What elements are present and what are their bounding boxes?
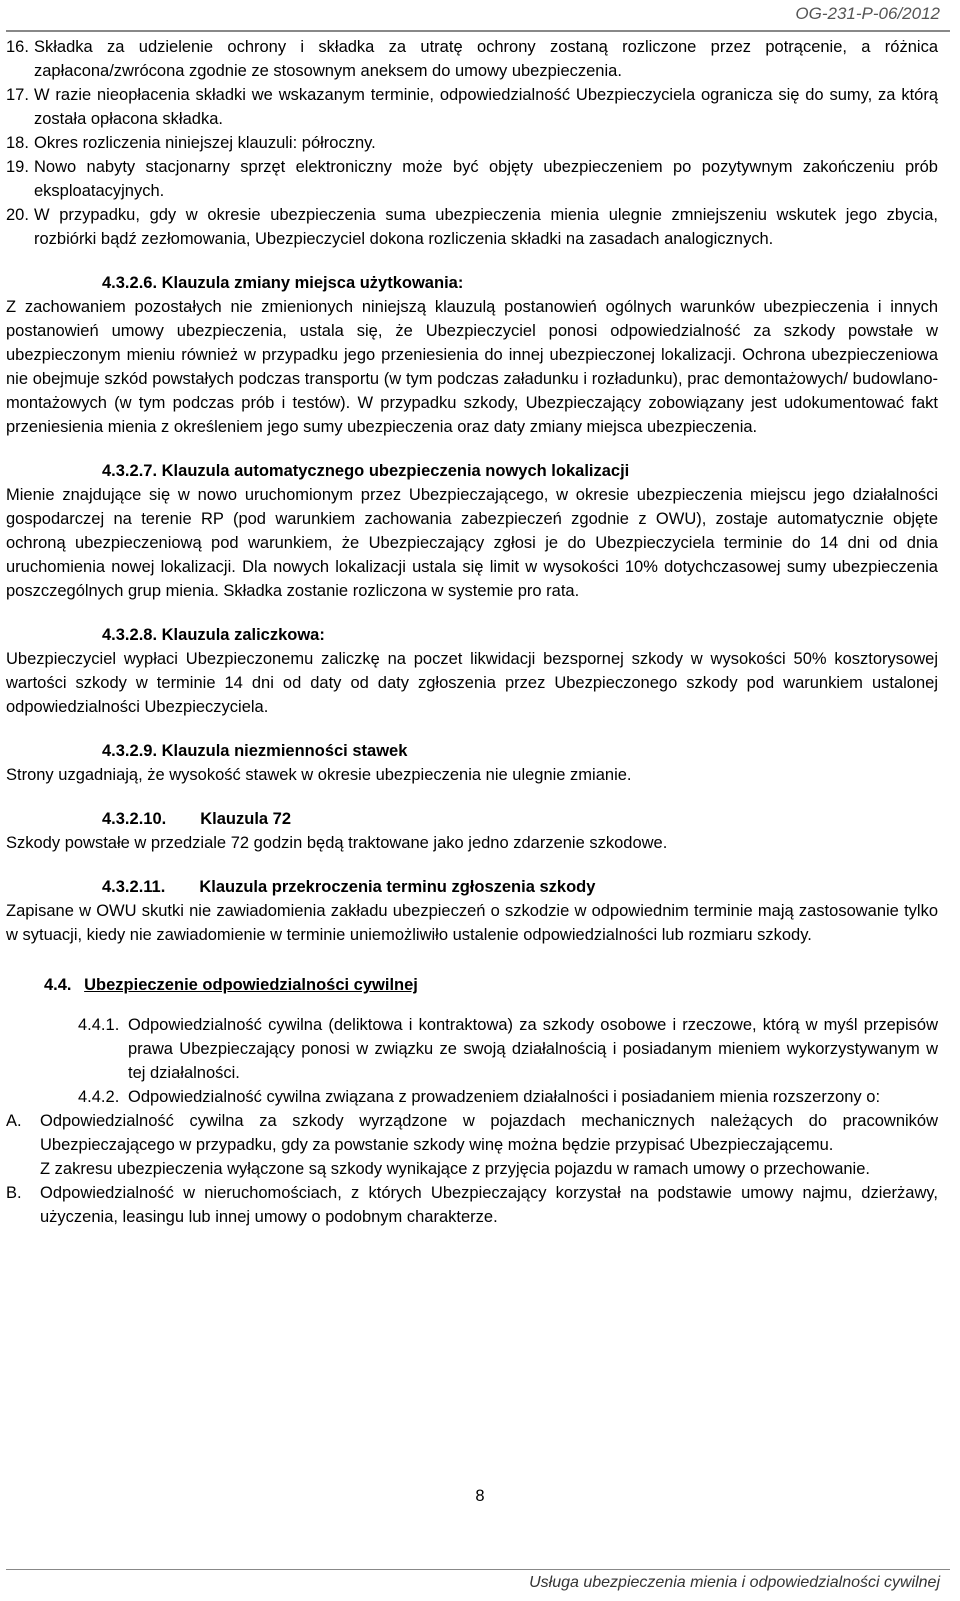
clause-4-3-2-6 <box>6 271 938 439</box>
clause-title: Klauzula 72 <box>200 810 292 828</box>
section-heading-4-4 <box>6 973 938 997</box>
lettered-item-marker: A. <box>6 1112 22 1130</box>
clause-4-3-2-7 <box>6 459 938 603</box>
clause-body: Mienie znajdujące się w nowo uruchomionym przez Ubezpieczającego, w okresie ubezpieczenia miejscu jego działalności gospodarczej na terenie RP (pod warunkiem zachowania zabezpieczeń zgodnie z OWU), zostaje automatycznie objęte ochroną ubezpieczeniową pod warunkiem, że Ubezpieczający zgłosi je do Ubezpieczyciela terminie do 14 dni od dnia uruchomienia nowej lokalizacji. Dla nowych lokalizacji ustala się limit w wysokości 10% dotychczasowej sumy ubezpieczenia poszczególnych grup mienia. Składka zostanie rozliczona w systemie pro rata. <box>6 486 938 600</box>
clause-heading <box>6 459 938 483</box>
clause-body: Zapisane w OWU skutki nie zawiadomienia zakładu ubezpieczeń o szkodzie w odpowiednim terminie mają zastosowanie tylko w sytuacji, kiedy nie zawiadomienie w terminie uniemożliwiło ustalenie odpowiedzialności lub rozmiaru szkody. <box>6 902 938 944</box>
clause-4-3-2-10 <box>6 807 938 855</box>
list-item <box>6 131 938 155</box>
subsection-number: 4.4.2. <box>78 1088 120 1106</box>
clause-heading <box>6 875 938 899</box>
clause-number: 4.3.2.11. <box>102 878 166 896</box>
clause-title: Klauzula niezmienności stawek <box>161 742 408 760</box>
clause-number: 4.3.2.9. <box>102 742 158 760</box>
clause-heading <box>6 807 938 831</box>
clause-heading <box>6 739 938 763</box>
list-item-text: Okres rozliczenia niniejszej klauzuli: półroczny. <box>34 134 376 152</box>
list-item-text: W razie nieopłacenia składki we wskazanym terminie, odpowiedzialność Ubezpieczyciela ogranicza się do sumy, za którą została opłacona składka. <box>34 86 938 128</box>
clause-heading <box>6 623 938 647</box>
section-number: 4.4. <box>44 976 72 994</box>
footer-text: Usługa ubezpieczenia mienia i odpowiedzialności cywilnej <box>529 1574 940 1591</box>
list-item <box>6 35 938 83</box>
clause-body: Strony uzgadniają, że wysokość stawek w okresie ubezpieczenia nie ulegnie zmianie. <box>6 766 632 784</box>
list-item <box>6 83 938 131</box>
clause-4-3-2-11 <box>6 875 938 947</box>
list-item <box>6 203 938 251</box>
list-item <box>6 155 938 203</box>
list-item-number: 19. <box>6 158 29 176</box>
list-item-text: Nowo nabyty stacjonarny sprzęt elektroniczny może być objęty ubezpieczeniem po pozytywnym zakończeniu prób eksploatacyjnych. <box>34 158 938 200</box>
clause-body: Ubezpieczyciel wypłaci Ubezpieczonemu zaliczkę na poczet likwidacji bezspornej szkody w wysokości 50% kosztorysowej wartości szkody w terminie 14 dni od daty od daty zgłoszenia przez Ubezpieczonego szkody pod warunkiem ustalonej odpowiedzialności Ubezpieczyciela. <box>6 650 938 716</box>
list-item-text: W przypadku, gdy w okresie ubezpieczenia suma ubezpieczenia mienia ulegnie zmniejszeniu wskutek jego zbycia, rozbiórki bądź zezłomowania, Ubezpieczyciel dokona rozliczenia składki na zasadach analogicznych. <box>34 206 938 248</box>
clause-body: Szkody powstałe w przedziale 72 godzin będą traktowane jako jedno zdarzenie szkodowe. <box>6 834 668 852</box>
list-item-number: 18. <box>6 134 29 152</box>
section-title: Ubezpieczenie odpowiedzialności cywilnej <box>84 976 418 994</box>
clause-4-3-2-8 <box>6 623 938 719</box>
subsection-text: Odpowiedzialność cywilna związana z prowadzeniem działalności i posiadaniem mienia rozszerzony o: <box>128 1088 881 1106</box>
list-item-number: 16. <box>6 38 29 56</box>
footer-divider <box>6 1569 950 1570</box>
header-divider <box>6 30 950 32</box>
clause-title: Klauzula przekroczenia terminu zgłoszenia szkody <box>199 878 596 896</box>
clause-number: 4.3.2.10. <box>102 810 167 828</box>
clause-body: Z zachowaniem pozostałych nie zmienionych niniejszą klauzulą postanowień ogólnych warunków ubezpieczenia i innych postanowień umowy ubezpieczenia, ustala się, że Ubezpieczyciel ponosi odpowiedzialność za szkody powstałe w ubezpieczonym mieniu również w przypadku jego przeniesienia do innej ubezpieczonej lokalizacji. Ochrona ubezpieczeniowa nie obejmuje szkód powstałych podczas transportu (w tym podczas załadunku i rozładunku), prac demontażowych/ budowlano-montażowych (w tym podczas prób i testów). W przypadku szkody, Ubezpieczający zobowiązany jest udokumentować fakt przeniesienia mienia z określeniem jego sumy ubezpieczenia oraz daty zmiany miejsca ubezpieczenia. <box>6 298 938 436</box>
page-number: 8 <box>475 1487 485 1505</box>
list-item-number: 20. <box>6 206 29 224</box>
lettered-item-marker: B. <box>6 1184 22 1202</box>
subsection-item <box>6 1013 938 1085</box>
clause-number: 4.3.2.7. <box>102 462 158 480</box>
clause-title: Klauzula zmiany miejsca użytkowania: <box>161 274 464 292</box>
subsection-text: Odpowiedzialność cywilna (deliktowa i kontraktowa) za szkody osobowe i rzeczowe, którą w myśl przepisów prawa Ubezpieczający ponosi w związku ze swoją działalnością i posiadanym mieniem wykorzystywanym w tej działalności. <box>128 1016 938 1082</box>
document-body <box>6 35 938 1229</box>
clause-number: 4.3.2.6. <box>102 274 158 292</box>
document-code: OG-231-P-06/2012 <box>795 4 940 23</box>
clause-4-3-2-9 <box>6 739 938 787</box>
list-item-text: Składka za udzielenie ochrony i składka za utratę ochrony zostaną rozliczone przez potrącenie, a różnica zapłacona/zwrócona zgodnie ze stosownym aneksem do umowy ubezpieczenia. <box>34 38 938 80</box>
clause-title: Klauzula zaliczkowa: <box>161 626 325 644</box>
clause-title: Klauzula automatycznego ubezpieczenia nowych lokalizacji <box>161 462 630 480</box>
clause-heading <box>6 271 938 295</box>
lettered-item <box>6 1109 938 1181</box>
subsection-item <box>6 1085 938 1109</box>
clause-number: 4.3.2.8. <box>102 626 158 644</box>
lettered-item-extra: Z zakresu ubezpieczenia wyłączone są szkody wynikające z przyjęcia pojazdu w ramach umowy o przechowanie. <box>40 1160 870 1178</box>
lettered-item <box>6 1181 938 1229</box>
subsection-number: 4.4.1. <box>78 1016 120 1034</box>
lettered-item-text: Odpowiedzialność cywilna za szkody wyrządzone w pojazdach mechanicznych należących do pracowników Ubezpieczającego w przypadku, gdy za powstanie szkody winę można będzie przypisać Ubezpieczającemu. <box>40 1112 938 1154</box>
list-item-number: 17. <box>6 86 29 104</box>
lettered-item-text: Odpowiedzialność w nieruchomościach, z których Ubezpieczający korzystał na podstawie umowy najmu, dzierżawy, użyczenia, leasingu lub innej umowy o podobnym charakterze. <box>40 1184 938 1226</box>
